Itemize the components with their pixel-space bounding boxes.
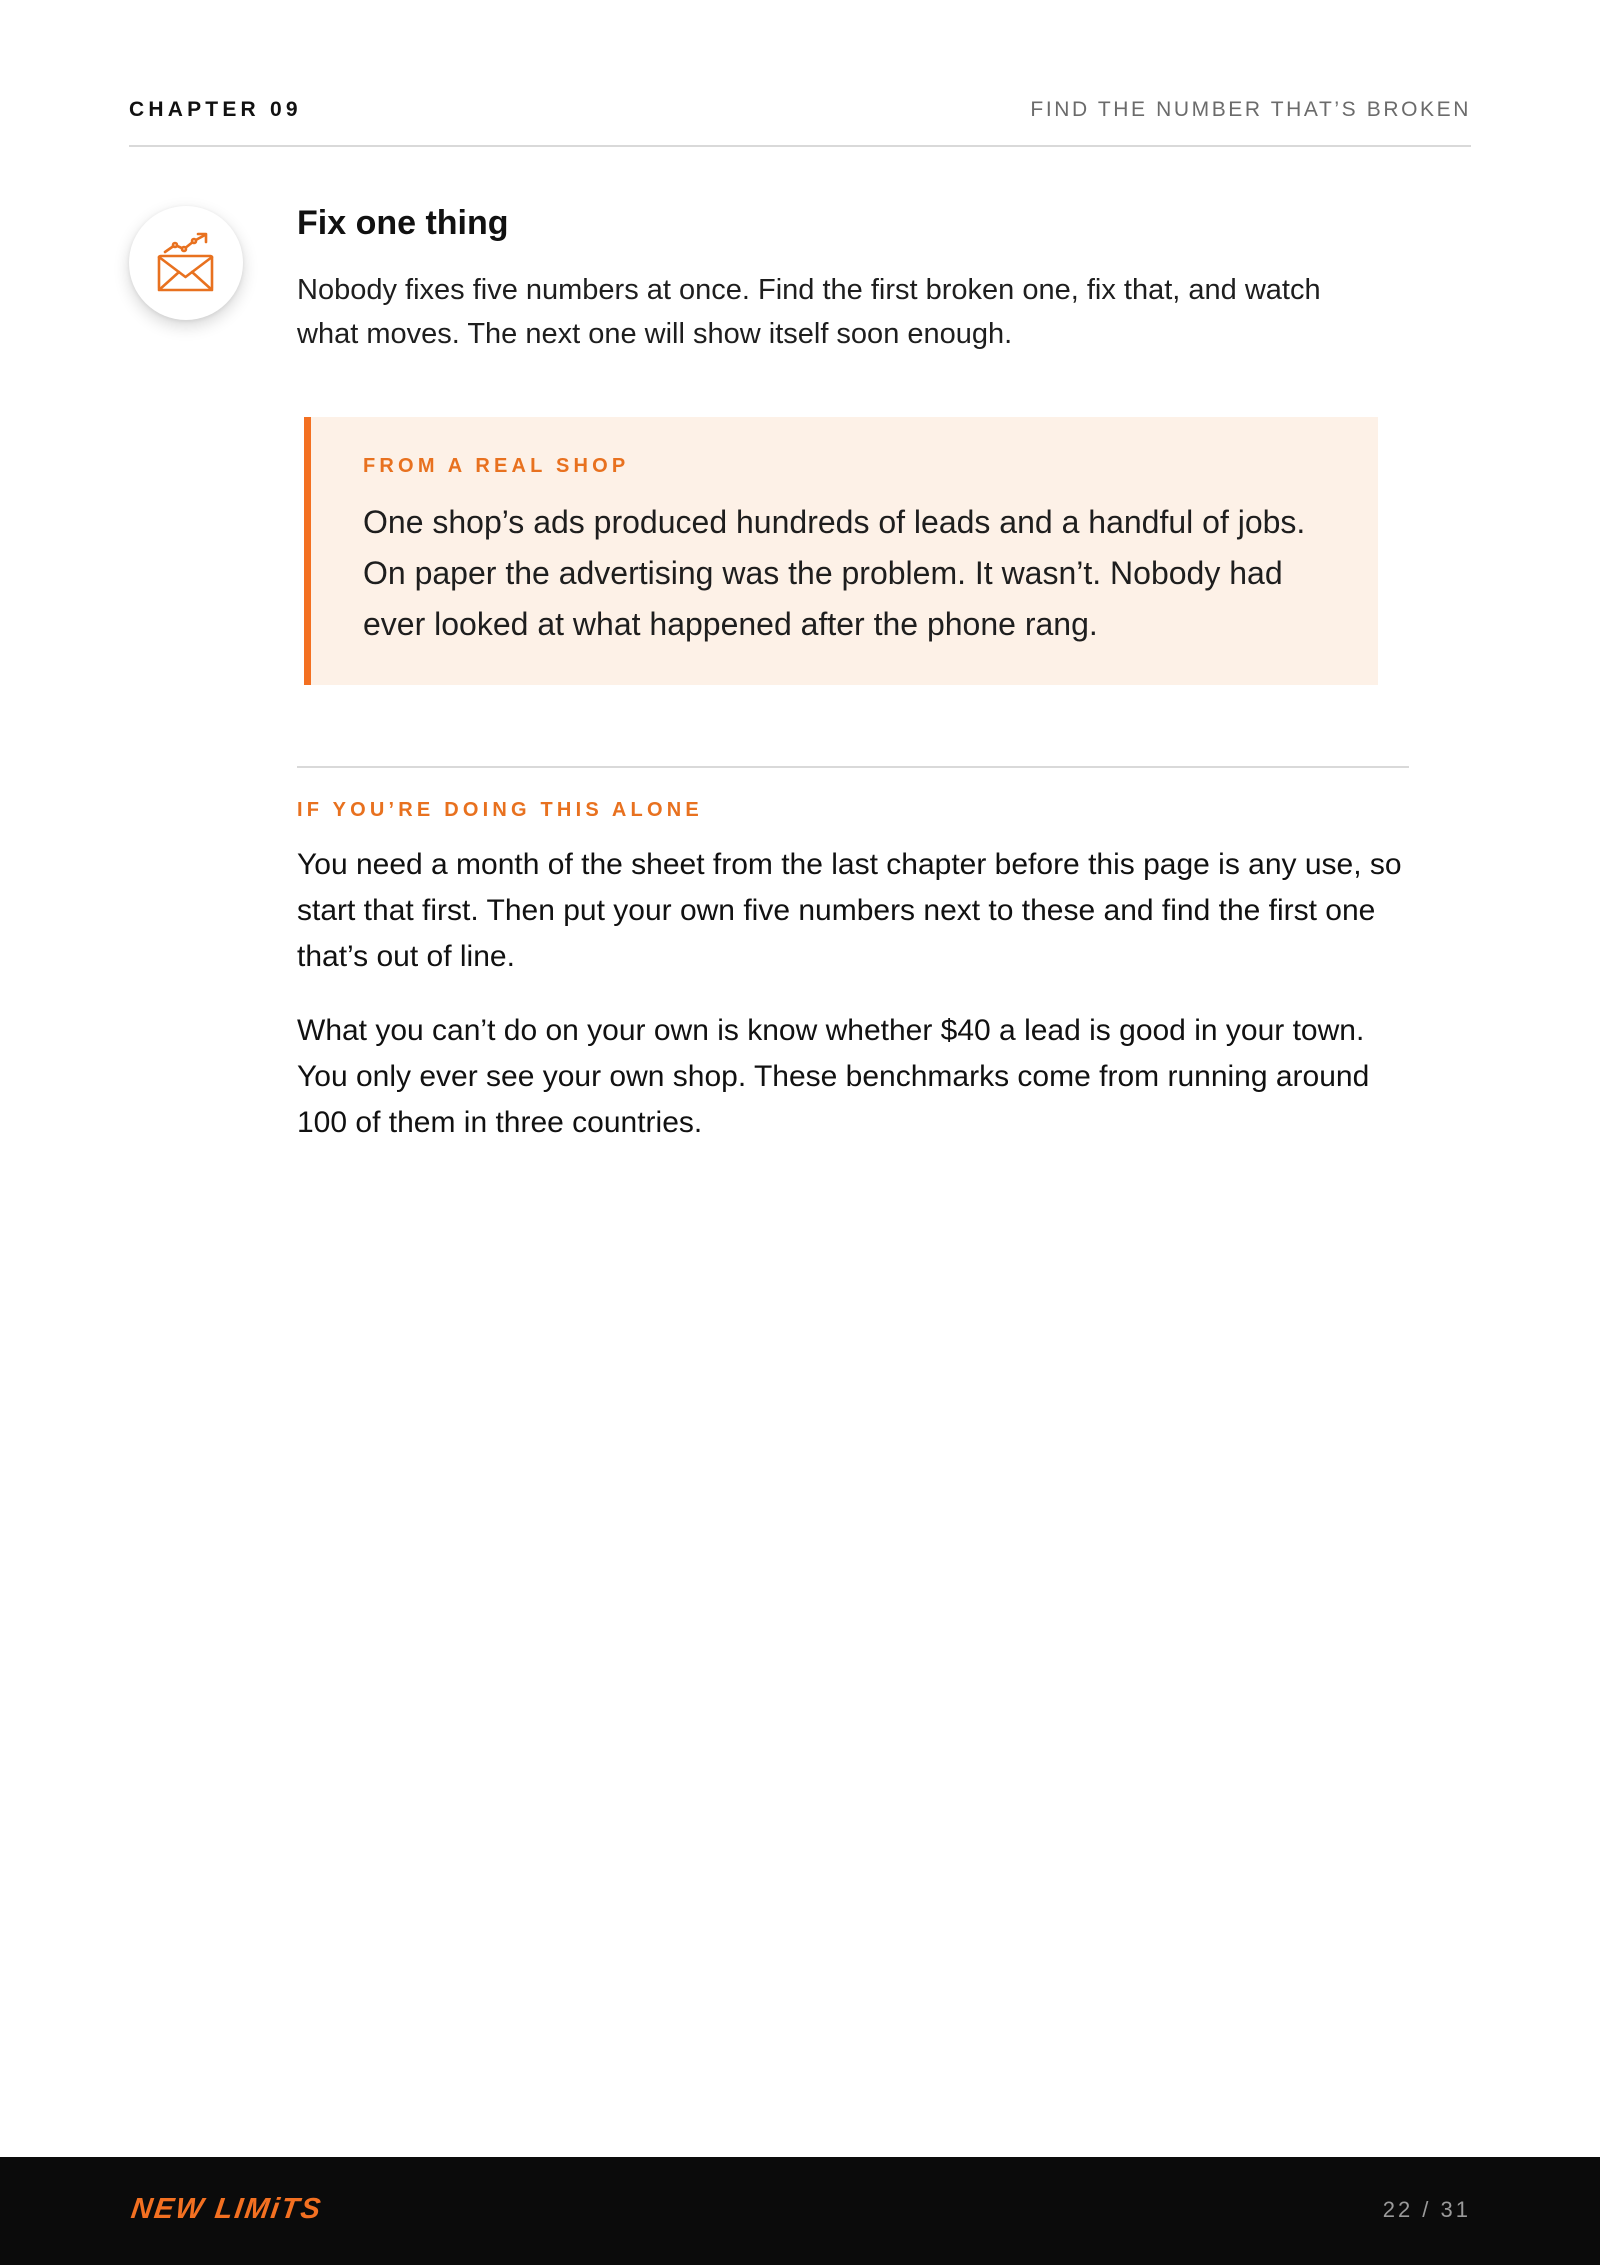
solo-paragraph: You need a month of the sheet from the last chapter before this page is any use, so start that first. Then put your own five numbers next to these and find the first one that’s out of line. (297, 848, 1402, 973)
real-shop-callout (304, 417, 1378, 685)
callout-label: FROM A REAL SHOP (363, 455, 630, 477)
section-divider (297, 766, 1409, 768)
section-icon-badge (129, 206, 243, 320)
intro-paragraph: Nobody fixes five numbers at once. Find the first broken one, fix that, and watch what moves. The next one will show itself soon enough. (297, 274, 1321, 350)
brand-logo: NEW LIMiTS (129, 2193, 325, 2225)
section-heading: Fix one thing (297, 204, 509, 242)
solo-paragraph: What you can’t do on your own is know whether $40 a lead is good in your town. You only ever see your own shop. These benchmarks come from running around 100 of them in three countries. (297, 1014, 1370, 1139)
solo-section-label: IF YOU’RE DOING THIS ALONE (297, 799, 703, 821)
page-header (129, 95, 1471, 147)
chapter-title: FIND THE NUMBER THAT’S BROKEN (1030, 98, 1471, 121)
callout-text: One shop’s ads produced hundreds of leads and a handful of jobs. On paper the advertising was the problem. It wasn’t. Nobody had ever looked at what happened after the phone rang. (363, 504, 1306, 642)
page-footer (0, 2157, 1600, 2265)
chapter-label: CHAPTER 09 (129, 98, 302, 121)
envelope-trend-icon (156, 232, 216, 294)
page-number: 22 / 31 (1382, 2197, 1471, 2222)
